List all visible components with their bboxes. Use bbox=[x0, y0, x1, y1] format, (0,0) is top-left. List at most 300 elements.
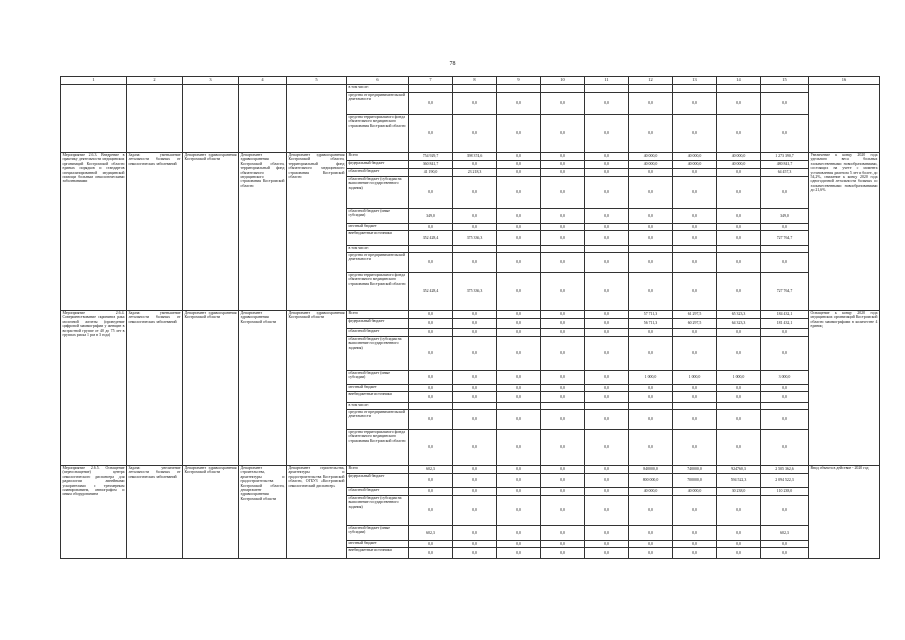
amount-cell: 0,0 bbox=[673, 526, 717, 541]
column-number-cell: 16 bbox=[809, 77, 880, 85]
amount-cell: 0,0 bbox=[673, 115, 717, 153]
amount-cell: 0,0 bbox=[409, 115, 453, 153]
amount-cell: 0,0 bbox=[453, 385, 497, 392]
amount-cell: 0,0 bbox=[585, 115, 629, 153]
column-number-cell: 11 bbox=[585, 77, 629, 85]
amount-cell: 40 000,0 bbox=[717, 161, 761, 169]
amount-cell: 0,0 bbox=[541, 319, 585, 329]
amount-cell: 0,0 bbox=[673, 496, 717, 526]
amount-cell: 0,0 bbox=[717, 169, 761, 177]
amount-cell: 0,0 bbox=[673, 231, 717, 246]
amount-cell: 0,0 bbox=[453, 177, 497, 209]
funding-source-cell: Всего bbox=[347, 153, 409, 161]
amount-cell: 0,0 bbox=[673, 224, 717, 231]
amount-cell: 0,0 bbox=[673, 253, 717, 273]
amount-cell: 0,0 bbox=[409, 319, 453, 329]
amount-cell: 0,0 bbox=[585, 496, 629, 526]
amount-cell: 0,0 bbox=[761, 385, 809, 392]
funding-source-cell: областной бюджет bbox=[347, 329, 409, 337]
amount-cell: 60 297,5 bbox=[673, 319, 717, 329]
amount-cell: 0,0 bbox=[629, 430, 673, 466]
amount-cell: 0,0 bbox=[497, 337, 541, 371]
amount-cell: 0,0 bbox=[717, 115, 761, 153]
task-cell: Задача: увеличение летальности больных от онкологических заболеваний bbox=[127, 466, 183, 559]
amount-cell: 0,0 bbox=[541, 371, 585, 385]
amount-cell: 40 000,0 bbox=[673, 153, 717, 161]
amount-cell: 0,0 bbox=[541, 93, 585, 115]
amount-cell: 0,0 bbox=[409, 253, 453, 273]
amount-cell: 0,0 bbox=[761, 93, 809, 115]
executor-cell bbox=[239, 85, 287, 153]
amount-cell bbox=[409, 403, 453, 410]
amount-cell: 0,0 bbox=[453, 430, 497, 466]
funding-source-cell: областной бюджет bbox=[347, 169, 409, 177]
task-cell bbox=[127, 85, 183, 153]
amount-cell: 0,0 bbox=[585, 153, 629, 161]
amount-cell: 0,0 bbox=[409, 474, 453, 488]
funding-source-cell: внебюджетные источники bbox=[347, 548, 409, 559]
amount-cell: 0,0 bbox=[673, 209, 717, 224]
amount-cell: 65 323,3 bbox=[717, 311, 761, 319]
amount-cell: 0,0 bbox=[585, 337, 629, 371]
amount-cell: 0,0 bbox=[629, 253, 673, 273]
amount-cell: 0,0 bbox=[673, 410, 717, 430]
amount-cell: 0,0 bbox=[673, 169, 717, 177]
funding-source-cell: местный бюджет bbox=[347, 224, 409, 231]
amount-cell: 0,0 bbox=[497, 115, 541, 153]
amount-cell: 0,0 bbox=[453, 488, 497, 496]
funding-source-cell: средства от предпринимательской деятельности bbox=[347, 93, 409, 115]
amount-cell: 0,0 bbox=[409, 548, 453, 559]
amount-cell: 0,0 bbox=[409, 177, 453, 209]
amount-cell bbox=[453, 403, 497, 410]
amount-cell: 0,0 bbox=[761, 337, 809, 371]
table-row bbox=[61, 153, 880, 161]
amount-cell: 0,0 bbox=[497, 496, 541, 526]
amount-cell: 0,0 bbox=[673, 392, 717, 403]
task-cell: Задача: уменьшение летальности больных от онкологических заболеваний bbox=[127, 311, 183, 466]
amount-cell: 0,0 bbox=[497, 488, 541, 496]
amount-cell: 0,0 bbox=[541, 337, 585, 371]
amount-cell: 0,0 bbox=[585, 371, 629, 385]
amount-cell: 0,0 bbox=[717, 410, 761, 430]
amount-cell: 480 841,7 bbox=[761, 161, 809, 169]
amount-cell: 0,0 bbox=[673, 273, 717, 311]
amount-cell: 0,0 bbox=[541, 430, 585, 466]
funding-source-cell: федеральный бюджет bbox=[347, 474, 409, 488]
amount-cell: 0,0 bbox=[541, 153, 585, 161]
amount-cell: 0,0 bbox=[497, 430, 541, 466]
amount-cell: 0,0 bbox=[409, 541, 453, 548]
amount-cell: 602,3 bbox=[409, 526, 453, 541]
amount-cell: 0,0 bbox=[585, 161, 629, 169]
amount-cell: 40 000,0 bbox=[629, 161, 673, 169]
amount-cell bbox=[673, 403, 717, 410]
amount-cell: 0,0 bbox=[585, 385, 629, 392]
amount-cell: 0,0 bbox=[541, 385, 585, 392]
amount-cell: 0,0 bbox=[541, 329, 585, 337]
funding-source-cell: федеральный бюджет bbox=[347, 161, 409, 169]
customer-cell: Департамент здравоохранения Костромской области bbox=[183, 466, 239, 559]
amount-cell: 2 505 362,6 bbox=[761, 466, 809, 474]
column-number-cell: 1 bbox=[61, 77, 127, 85]
amount-cell: 0,0 bbox=[717, 548, 761, 559]
amount-cell: 0,0 bbox=[497, 410, 541, 430]
amount-cell: 0,0 bbox=[497, 153, 541, 161]
amount-cell: 0,0 bbox=[629, 496, 673, 526]
column-number-cell: 5 bbox=[287, 77, 347, 85]
amount-cell: 0,0 bbox=[541, 488, 585, 496]
amount-cell: 0,0 bbox=[541, 466, 585, 474]
amount-cell: 0,0 bbox=[761, 496, 809, 526]
amount-cell: 0,0 bbox=[541, 526, 585, 541]
amount-cell: 0,0 bbox=[629, 209, 673, 224]
amount-cell: 64 457,3 bbox=[761, 169, 809, 177]
amount-cell: 0,0 bbox=[409, 430, 453, 466]
amount-cell: 0,0 bbox=[717, 93, 761, 115]
amount-cell: 0,0 bbox=[453, 474, 497, 488]
amount-cell: 754 929,7 bbox=[409, 153, 453, 161]
amount-cell: 0,0 bbox=[541, 253, 585, 273]
amount-cell: 0,0 bbox=[453, 311, 497, 319]
amount-cell: 0,0 bbox=[717, 329, 761, 337]
amount-cell bbox=[409, 246, 453, 253]
amount-cell: 0,0 bbox=[541, 410, 585, 430]
amount-cell: 0,0 bbox=[541, 209, 585, 224]
amount-cell bbox=[497, 85, 541, 93]
result-cell: Увеличение к концу 2020 года удельного веса больных злокачественными новообразованиями, состоящих на учете с момента установления диагноза 5 лет и более, до 54,2%, снижение к концу 2020 года одногодичной летальности больных со злокачественными новообразованиями до 21,6% bbox=[809, 153, 880, 311]
amount-cell: 40 000,0 bbox=[717, 153, 761, 161]
amount-cell bbox=[585, 403, 629, 410]
amount-cell: 0,0 bbox=[541, 311, 585, 319]
amount-cell: 0,0 bbox=[497, 253, 541, 273]
amount-cell: 0,0 bbox=[541, 541, 585, 548]
amount-cell: 0,0 bbox=[717, 496, 761, 526]
amount-cell: 0,0 bbox=[629, 385, 673, 392]
amount-cell: 0,0 bbox=[497, 466, 541, 474]
amount-cell: 0,0 bbox=[541, 161, 585, 169]
amount-cell: 0,0 bbox=[585, 548, 629, 559]
funding-source-cell: в том числе: bbox=[347, 403, 409, 410]
amount-cell: 0,0 bbox=[717, 385, 761, 392]
amount-cell: 0,0 bbox=[453, 161, 497, 169]
amount-cell: 0,0 bbox=[497, 371, 541, 385]
amount-cell: 375 336,3 bbox=[453, 273, 497, 311]
amount-cell: 840000,0 bbox=[629, 466, 673, 474]
amount-cell: 0,0 bbox=[629, 337, 673, 371]
amount-cell: 0,0 bbox=[453, 209, 497, 224]
amount-cell: 0,0 bbox=[497, 329, 541, 337]
amount-cell: 0,0 bbox=[453, 410, 497, 430]
amount-cell: 0,0 bbox=[629, 273, 673, 311]
amount-cell: 61 297,5 bbox=[673, 311, 717, 319]
column-number-cell: 15 bbox=[761, 77, 809, 85]
amount-cell: 360 841,7 bbox=[409, 161, 453, 169]
column-number-cell: 4 bbox=[239, 77, 287, 85]
amount-cell bbox=[453, 246, 497, 253]
amount-cell: 2 094 522,3 bbox=[761, 474, 809, 488]
amount-cell: 40 000,0 bbox=[673, 488, 717, 496]
amount-cell: 0,0 bbox=[585, 488, 629, 496]
amount-cell: 0,0 bbox=[585, 410, 629, 430]
amount-cell: 0,0 bbox=[497, 392, 541, 403]
funding-source-cell: средства от предпринимательской деятельности bbox=[347, 253, 409, 273]
participant-cell: Департамент здравоохранения Костромской области bbox=[287, 311, 347, 466]
amount-cell: 0,0 bbox=[453, 337, 497, 371]
participant-cell: Департамент строительства, архитектуры и градостроительства Костромской области, ОГБУЗ «Костромской онкологический диспансер» bbox=[287, 466, 347, 559]
amount-cell: 0,0 bbox=[761, 430, 809, 466]
funding-source-cell: местный бюджет bbox=[347, 541, 409, 548]
amount-cell: 0,0 bbox=[585, 231, 629, 246]
amount-cell bbox=[629, 85, 673, 93]
column-number-row bbox=[61, 77, 880, 85]
executor-cell: Департамент здравоохранения Костромской области, территориальный фонд обязательного медицинского страхования Костромской области bbox=[239, 153, 287, 311]
amount-cell: 40 000,0 bbox=[629, 153, 673, 161]
amount-cell: 1 000,0 bbox=[717, 371, 761, 385]
amount-cell: 0,0 bbox=[629, 329, 673, 337]
table-body bbox=[61, 77, 880, 559]
column-number-cell: 8 bbox=[453, 77, 497, 85]
amount-cell: 594 522,3 bbox=[717, 474, 761, 488]
amount-cell: 110 238,0 bbox=[761, 488, 809, 496]
funding-source-cell: федеральный бюджет bbox=[347, 319, 409, 329]
amount-cell: 0,0 bbox=[717, 526, 761, 541]
funding-source-cell: областной бюджет (субсидия на выполнение государственного задания) bbox=[347, 177, 409, 209]
table-row bbox=[61, 466, 880, 474]
amount-cell: 0,0 bbox=[761, 177, 809, 209]
amount-cell: 0,0 bbox=[541, 115, 585, 153]
amount-cell: 0,0 bbox=[453, 392, 497, 403]
amount-cell: 41 190,0 bbox=[409, 169, 453, 177]
amount-cell: 375 336,3 bbox=[453, 231, 497, 246]
amount-cell: 924760,3 bbox=[717, 466, 761, 474]
amount-cell: 0,0 bbox=[585, 526, 629, 541]
amount-cell: 727 764,7 bbox=[761, 273, 809, 311]
amount-cell: 0,0 bbox=[717, 253, 761, 273]
amount-cell: 0,0 bbox=[629, 231, 673, 246]
amount-cell: 349,0 bbox=[761, 209, 809, 224]
amount-cell: 0,0 bbox=[541, 273, 585, 311]
participant-cell bbox=[287, 85, 347, 153]
amount-cell: 0,0 bbox=[761, 253, 809, 273]
amount-cell: 0,0 bbox=[629, 224, 673, 231]
column-number-cell: 12 bbox=[629, 77, 673, 85]
amount-cell: 0,0 bbox=[497, 319, 541, 329]
amount-cell: 0,0 bbox=[497, 177, 541, 209]
amount-cell bbox=[673, 246, 717, 253]
amount-cell: 0,0 bbox=[409, 488, 453, 496]
amount-cell: 56 711,3 bbox=[629, 319, 673, 329]
amount-cell: 0,0 bbox=[541, 231, 585, 246]
amount-cell: 40 000,0 bbox=[673, 161, 717, 169]
amount-cell: 0,0 bbox=[497, 169, 541, 177]
amount-cell: 0,0 bbox=[717, 231, 761, 246]
amount-cell bbox=[409, 85, 453, 93]
funding-source-cell: Всего bbox=[347, 466, 409, 474]
amount-cell: 0,0 bbox=[629, 392, 673, 403]
funding-source-cell: областной бюджет bbox=[347, 488, 409, 496]
funding-source-cell: местный бюджет bbox=[347, 385, 409, 392]
amount-cell: 0,0 bbox=[673, 541, 717, 548]
amount-cell: 0,0 bbox=[453, 541, 497, 548]
amount-cell bbox=[541, 246, 585, 253]
amount-cell: 0,0 bbox=[497, 548, 541, 559]
amount-cell: 398 374,6 bbox=[453, 153, 497, 161]
event-cell: Мероприятие 2.6.5. Оснащение (переоснащение) центра онкологического диспансера для радиологии линейными ускорителями с трехмерным планированием, ангиографом и иным оборудованием bbox=[61, 466, 127, 559]
amount-cell: 602,3 bbox=[761, 526, 809, 541]
funding-source-cell: в том числе: bbox=[347, 246, 409, 253]
amount-cell: 1 000,0 bbox=[673, 371, 717, 385]
amount-cell: 0,0 bbox=[585, 93, 629, 115]
amount-cell: 0,0 bbox=[585, 541, 629, 548]
customer-cell: Департамент здравоохранения Костромской области bbox=[183, 153, 239, 311]
amount-cell: 0,0 bbox=[453, 93, 497, 115]
amount-cell: 0,0 bbox=[585, 329, 629, 337]
amount-cell: 0,0 bbox=[629, 541, 673, 548]
amount-cell bbox=[673, 85, 717, 93]
amount-cell: 0,0 bbox=[629, 526, 673, 541]
amount-cell: 602,3 bbox=[409, 466, 453, 474]
amount-cell: 0,0 bbox=[673, 329, 717, 337]
amount-cell: 0,0 bbox=[717, 177, 761, 209]
amount-cell: 0,0 bbox=[497, 93, 541, 115]
amount-cell: 23 218,3 bbox=[453, 169, 497, 177]
funding-source-cell: областной бюджет (иные субсидии) bbox=[347, 209, 409, 224]
amount-cell: 0,0 bbox=[497, 526, 541, 541]
amount-cell: 0,0 bbox=[717, 541, 761, 548]
amount-cell: 349,0 bbox=[409, 209, 453, 224]
amount-cell: 0,0 bbox=[541, 177, 585, 209]
amount-cell: 3 000,0 bbox=[761, 371, 809, 385]
amount-cell: 0,0 bbox=[497, 311, 541, 319]
funding-source-cell: областной бюджет (субсидия на выполнение государственного задания) bbox=[347, 496, 409, 526]
amount-cell: 0,0 bbox=[585, 474, 629, 488]
amount-cell: 0,0 bbox=[761, 541, 809, 548]
event-cell: Мероприятие 2.6.4. Совершенствование скрининга рака молочной железы (проведение цифровой маммографии у женщин в возрастной группе от 40 до 75 лет в группах риска 1 раз в 3 года) bbox=[61, 311, 127, 466]
participant-cell: Департамент здравоохранения Костромской области, территориальный фонд обязательного медицинского страхования Костромской области bbox=[287, 153, 347, 311]
amount-cell: 0,0 bbox=[409, 371, 453, 385]
amount-cell: 0,0 bbox=[585, 224, 629, 231]
funding-source-cell: средства территориального фонда обязательного медицинского страхования Костромской области bbox=[347, 430, 409, 466]
funding-source-cell: внебюджетные источники bbox=[347, 231, 409, 246]
funding-source-cell: средства территориального фонда обязательного медицинского страхования Костромской области bbox=[347, 273, 409, 311]
amount-cell: 0,0 bbox=[453, 466, 497, 474]
customer-cell bbox=[183, 85, 239, 153]
amount-cell: 0,0 bbox=[585, 169, 629, 177]
result-cell bbox=[809, 85, 880, 153]
amount-cell: 0,0 bbox=[717, 273, 761, 311]
amount-cell: 0,0 bbox=[497, 474, 541, 488]
amount-cell: 0,0 bbox=[673, 93, 717, 115]
amount-cell: 0,0 bbox=[761, 410, 809, 430]
budget-table bbox=[60, 76, 880, 559]
amount-cell: 0,0 bbox=[629, 548, 673, 559]
amount-cell: 740000,0 bbox=[673, 466, 717, 474]
amount-cell: 0,0 bbox=[585, 253, 629, 273]
amount-cell: 0,0 bbox=[453, 253, 497, 273]
amount-cell: 0,0 bbox=[585, 311, 629, 319]
table-row bbox=[61, 85, 880, 93]
funding-source-cell: Всего bbox=[347, 311, 409, 319]
funding-source-cell: средства территориального фонда обязательного медицинского страхования Костромской области bbox=[347, 115, 409, 153]
amount-cell: 0,0 bbox=[717, 209, 761, 224]
amount-cell bbox=[717, 85, 761, 93]
amount-cell: 800 000,0 bbox=[629, 474, 673, 488]
amount-cell: 0,0 bbox=[453, 548, 497, 559]
amount-cell bbox=[717, 246, 761, 253]
table-row bbox=[61, 311, 880, 319]
amount-cell bbox=[717, 403, 761, 410]
amount-cell: 0,0 bbox=[541, 224, 585, 231]
amount-cell: 0,0 bbox=[673, 430, 717, 466]
customer-cell: Департамент здравоохранения Костромской области bbox=[183, 311, 239, 466]
amount-cell: 0,0 bbox=[409, 496, 453, 526]
amount-cell: 0,0 bbox=[717, 337, 761, 371]
funding-source-cell: внебюджетные источники bbox=[347, 392, 409, 403]
amount-cell: 0,0 bbox=[585, 466, 629, 474]
amount-cell: 0,0 bbox=[541, 392, 585, 403]
amount-cell: 0,0 bbox=[453, 526, 497, 541]
amount-cell: 0,0 bbox=[497, 209, 541, 224]
amount-cell: 0,0 bbox=[409, 93, 453, 115]
amount-cell: 0,0 bbox=[585, 430, 629, 466]
amount-cell: 0,0 bbox=[453, 115, 497, 153]
amount-cell bbox=[585, 246, 629, 253]
amount-cell: 0,0 bbox=[409, 224, 453, 231]
column-number-cell: 9 bbox=[497, 77, 541, 85]
event-cell bbox=[61, 85, 127, 153]
amount-cell bbox=[761, 85, 809, 93]
amount-cell: 0,0 bbox=[761, 224, 809, 231]
funding-source-cell: в том числе: bbox=[347, 85, 409, 93]
funding-source-cell: областной бюджет (иные субсидии) bbox=[347, 371, 409, 385]
column-number-cell: 7 bbox=[409, 77, 453, 85]
column-number-cell: 14 bbox=[717, 77, 761, 85]
amount-cell: 0,0 bbox=[409, 385, 453, 392]
amount-cell: 0,0 bbox=[629, 115, 673, 153]
amount-cell: 0,0 bbox=[673, 177, 717, 209]
amount-cell: 0,0 bbox=[409, 329, 453, 337]
amount-cell: 57 711,3 bbox=[629, 311, 673, 319]
amount-cell: 0,0 bbox=[761, 548, 809, 559]
amount-cell: 0,0 bbox=[409, 410, 453, 430]
amount-cell bbox=[585, 85, 629, 93]
column-number-cell: 13 bbox=[673, 77, 717, 85]
amount-cell: 0,0 bbox=[497, 224, 541, 231]
amount-cell: 0,0 bbox=[453, 319, 497, 329]
amount-cell: 0,0 bbox=[585, 319, 629, 329]
task-cell: Задача: уменьшение летальности больных от онкологических заболеваний bbox=[127, 153, 183, 311]
amount-cell: 0,0 bbox=[453, 371, 497, 385]
amount-cell: 1 000,0 bbox=[629, 371, 673, 385]
amount-cell bbox=[497, 246, 541, 253]
amount-cell: 0,0 bbox=[629, 169, 673, 177]
amount-cell: 1 273 390,7 bbox=[761, 153, 809, 161]
amount-cell: 40 000,0 bbox=[629, 488, 673, 496]
amount-cell: 0,0 bbox=[629, 93, 673, 115]
amount-cell bbox=[541, 403, 585, 410]
amount-cell: 0,0 bbox=[497, 541, 541, 548]
amount-cell bbox=[629, 246, 673, 253]
column-number-cell: 2 bbox=[127, 77, 183, 85]
column-number-cell: 10 bbox=[541, 77, 585, 85]
page-number: 78 bbox=[449, 61, 456, 67]
amount-cell: 0,0 bbox=[673, 385, 717, 392]
funding-source-cell: областной бюджет (иные субсидии) bbox=[347, 526, 409, 541]
funding-source-cell: областной бюджет (субсидия на выполнение государственного задания) bbox=[347, 337, 409, 371]
amount-cell: 0,0 bbox=[409, 392, 453, 403]
amount-cell: 0,0 bbox=[585, 177, 629, 209]
